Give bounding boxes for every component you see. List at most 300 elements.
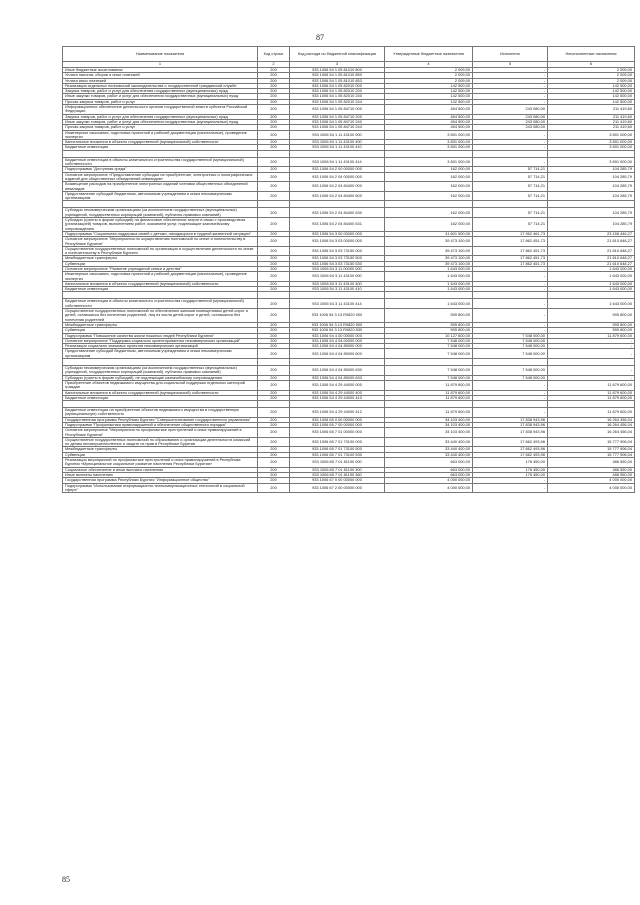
cell-line-code: 200 xyxy=(258,130,290,140)
cell-budget-code: 933 1006 54 2 04 84400 000 xyxy=(290,182,385,192)
cell-unexecuted: 3 801 000,00 xyxy=(548,140,635,145)
cell-approved: 3 801 000,00 xyxy=(385,140,473,145)
cell-name: Капитальные вложения в объекты государственной (муниципальной) собственности xyxy=(63,140,258,145)
cell-executed: - xyxy=(473,157,548,167)
cell-line-code: 200 xyxy=(258,423,290,428)
cell-executed: 243 080,00 xyxy=(473,114,548,119)
cell-unexecuted: 3 801 000,00 xyxy=(548,157,635,167)
cell-name: Субсидии (гранты в форме субсидий), не подлежащие казначейскому сопровождению xyxy=(63,375,258,380)
cell-executed: 7 548 000,00 xyxy=(473,338,548,343)
cell-executed: - xyxy=(473,130,548,140)
cell-name: Бюджетные инвестиции xyxy=(63,145,258,150)
cell-unexecuted: 1 643 000,00 xyxy=(548,272,635,282)
cell-budget-code: 933 1006 54 1 05 84710 244 xyxy=(290,125,385,130)
cell-unexecuted xyxy=(548,292,635,299)
table-row xyxy=(63,246,635,256)
cell-approved: 142 500,00 xyxy=(385,94,473,99)
cell-name: Бюджетные инвестиции в объекты капитального строительства государственной (муниципальной) собственности xyxy=(63,157,258,167)
cell-executed: - xyxy=(473,287,548,292)
cell-executed: - xyxy=(473,483,548,493)
cell-unexecuted xyxy=(548,401,635,408)
cell-executed: - xyxy=(473,266,548,271)
cell-executed xyxy=(473,359,548,366)
cell-approved: 663 000,00 xyxy=(385,458,473,468)
cell-line-code: 200 xyxy=(258,472,290,477)
cell-name: Основное мероприятие «Предоставление субсидии на приобретение, электронных и полиграфических изданий для общественных объединений инвалидов» xyxy=(63,172,258,182)
cell-approved: 34 103 400,00 xyxy=(385,428,473,438)
column-index: 4 xyxy=(385,62,473,68)
cell-line-code: 200 xyxy=(258,458,290,468)
cell-budget-code: 933 1006 65 7 00 00000 000 xyxy=(290,423,385,428)
cell-executed: 57 714,21 xyxy=(473,191,548,201)
cell-line-code: 200 xyxy=(258,417,290,422)
cell-budget-code: 933 1006 54 1 05 81010 850 xyxy=(290,73,385,78)
column-index: 3 xyxy=(290,62,385,68)
header-approved: Утвержденные бюджетные назначения xyxy=(385,47,473,62)
cell-approved xyxy=(385,359,473,366)
cell-approved: 1 643 000,00 xyxy=(385,272,473,282)
cell-unexecuted: 21 610 648,27 xyxy=(548,246,635,256)
cell-line-code: 200 xyxy=(258,218,290,232)
cell-approved: 39 473 100,00 xyxy=(385,237,473,247)
cell-line-code: 200 xyxy=(258,408,290,418)
cell-executed: - xyxy=(473,78,548,83)
cell-name: Осуществление государственных полномочий по обеспечению жилыми помещениями детей-сирот и детей, оставшихся без попечения родителей, лиц из числа детей-сирот и детей, оставшихся без попечения родителей xyxy=(63,309,258,323)
cell-budget-code: 933 1006 54 2 04 84400 630 xyxy=(290,208,385,218)
cell-executed: 7 548 000,00 xyxy=(473,375,548,380)
cell-executed: 7 548 000,00 xyxy=(473,344,548,349)
cell-line-code: 200 xyxy=(258,366,290,376)
table-row xyxy=(63,437,635,447)
table-row xyxy=(63,483,635,493)
table-row xyxy=(63,408,635,418)
table-row xyxy=(63,150,635,157)
cell-name: Капитальные вложения в объекты государственной (муниципальной) собственности xyxy=(63,390,258,395)
cell-budget-code: 933 1006 54 3 00 00000 000 xyxy=(290,231,385,236)
cell-budget-code: 933 1006 67 2 00 00000 000 xyxy=(290,483,385,493)
cell-unexecuted: 104 285,79 xyxy=(548,191,635,201)
cell-approved: 1 643 000,00 xyxy=(385,281,473,286)
cell-approved: 33 440 400,00 xyxy=(385,447,473,452)
cell-line-code: 200 xyxy=(258,437,290,447)
cell-line-code: 200 xyxy=(258,191,290,201)
cell-unexecuted: 211 419,60 xyxy=(548,105,635,115)
cell-line-code: 200 xyxy=(258,395,290,400)
cell-name: Реализация отдельных полномочий законодательства о государственной гражданской службе xyxy=(63,83,258,88)
cell-executed: 57 714,21 xyxy=(473,182,548,192)
cell-budget-code: 933 1006 54 1 05 82010 244 xyxy=(290,99,385,104)
cell-name: Информационное обеспечение деятельности органов государственной власти субъекта Российской Федерации xyxy=(63,105,258,115)
cell-approved: 41 601 500,00 xyxy=(385,231,473,236)
cell-approved: 39 473 100,00 xyxy=(385,261,473,266)
cell-approved: 454 500,00 xyxy=(385,114,473,119)
table-row xyxy=(63,401,635,408)
cell-line-code: 200 xyxy=(258,105,290,115)
cell-name: Возмещение расходов на приобретение электронных изданий членами общественных объединений инвалидов xyxy=(63,182,258,192)
cell-approved: 454 500,00 xyxy=(385,125,473,130)
cell-executed: - xyxy=(473,390,548,395)
cell-executed: - xyxy=(473,140,548,145)
cell-executed: - xyxy=(473,395,548,400)
cell-line-code: 200 xyxy=(258,333,290,338)
cell-name: Подпрограмма "Социальная поддержка семей с детьми, находящихся в трудной жизненной ситуации" xyxy=(63,231,258,236)
cell-approved: 595 800,00 xyxy=(385,328,473,333)
table-body xyxy=(63,68,635,493)
cell-approved: 11 879 600,00 xyxy=(385,390,473,395)
cell-name: Предоставление субсидий бюджетным, автономным учреждениям и иным некоммерческим организациям xyxy=(63,349,258,359)
cell-approved: 11 879 600,00 xyxy=(385,395,473,400)
cell-unexecuted: 3 801 000,00 xyxy=(548,130,635,140)
cell-budget-code: 933 1006 54 4 04 85000 633 xyxy=(290,375,385,380)
cell-name: Иные бюджетные ассигнования xyxy=(63,68,258,73)
cell-approved xyxy=(385,292,473,299)
cell-unexecuted: 3 801 000,00 xyxy=(548,145,635,150)
header-unexecuted: Неисполненные назначения xyxy=(548,47,635,62)
cell-line-code: 200 xyxy=(258,287,290,292)
cell-name: Бюджетные инвестиции xyxy=(63,287,258,292)
cell-approved: 142 500,00 xyxy=(385,83,473,88)
cell-approved: 39 473 100,00 xyxy=(385,246,473,256)
cell-budget-code: 933 1006 54 3 03 73150 500 xyxy=(290,256,385,261)
cell-unexecuted: 11 879 600,00 xyxy=(548,380,635,390)
page-number-top: 87 xyxy=(316,33,324,42)
cell-unexecuted: 1 643 000,00 xyxy=(548,287,635,292)
cell-approved: 4 000 000,00 xyxy=(385,483,473,493)
cell-unexecuted: 16 264 456,04 xyxy=(548,417,635,422)
cell-line-code: 200 xyxy=(258,78,290,83)
cell-line-code: 200 xyxy=(258,68,290,73)
cell-line-code: 200 xyxy=(258,256,290,261)
cell-name: Межбюджетные трансферты xyxy=(63,322,258,327)
cell-line-code: 200 xyxy=(258,125,290,130)
cell-budget-code: 933 1006 54 4 29 44000 410 xyxy=(290,395,385,400)
cell-line-code: 200 xyxy=(258,99,290,104)
cell-line-code: 200 xyxy=(258,338,290,343)
cell-unexecuted: 1 643 000,00 xyxy=(548,281,635,286)
cell-executed: 17 662 493,96 xyxy=(473,452,548,457)
cell-budget-code: 933 1006 54 1 05 84710 000 xyxy=(290,105,385,115)
cell-name: Государственная программа Республики Бурятия "Информационное общество" xyxy=(63,478,258,483)
cell-budget-code: 933 1006 54 2 04 84400 600 xyxy=(290,191,385,201)
cell-name: Закупка товаров, работ и услуг для обеспечения государственных (муниципальных) нужд xyxy=(63,114,258,119)
cell-budget-code: 933 1006 54 1 05 81010 800 xyxy=(290,68,385,73)
cell-budget-code: 933 1006 54 2 00 00000 000 xyxy=(290,167,385,172)
cell-executed: - xyxy=(473,309,548,323)
cell-budget-code: 933 1006 54 2 04 84400 631 xyxy=(290,218,385,232)
cell-line-code: 200 xyxy=(258,89,290,94)
cell-name: Межбюджетные трансферты xyxy=(63,447,258,452)
cell-budget-code: 933 1006 54 3 11 43100 410 xyxy=(290,287,385,292)
cell-budget-code: 933 1006 54 3 11 43100 400 xyxy=(290,281,385,286)
cell-name: Бюджетные инвестиции в объекты капитального строительства государственной (муниципальной) собственности xyxy=(63,299,258,309)
cell-approved: 7 548 000,00 xyxy=(385,375,473,380)
cell-executed: 17 662 493,96 xyxy=(473,437,548,447)
cell-line-code: 200 xyxy=(258,266,290,271)
cell-budget-code: 933 1006 54 3 11 00000 000 xyxy=(290,266,385,271)
cell-name: Бюджетные инвестиции на приобретение объектов недвижимого имущества в государственную (муниципальную) собственность xyxy=(63,408,258,418)
cell-unexecuted: 486 550,00 xyxy=(548,467,635,472)
cell-budget-code: 933 1006 54 3 13 R0820 530 xyxy=(290,328,385,333)
cell-line-code: 200 xyxy=(258,73,290,78)
cell-approved: 3 801 000,00 xyxy=(385,157,473,167)
cell-unexecuted: 11 879 600,00 xyxy=(548,408,635,418)
cell-line-code: 200 xyxy=(258,83,290,88)
cell-approved xyxy=(385,150,473,157)
cell-line-code: 200 xyxy=(258,94,290,99)
cell-approved: 11 879 600,00 xyxy=(385,380,473,390)
cell-budget-code: 933 1006 54 2 04 00000 000 xyxy=(290,172,385,182)
cell-name: Иные выплаты населению xyxy=(63,472,258,477)
cell-line-code: 200 xyxy=(258,328,290,333)
cell-line-code xyxy=(258,292,290,299)
header-name: Наименование показателя xyxy=(63,47,258,62)
cell-budget-code: 933 1006 54 3 03 00000 000 xyxy=(290,237,385,247)
column-index: 6 xyxy=(548,62,635,68)
cell-approved: 663 000,00 xyxy=(385,472,473,477)
cell-line-code: 200 xyxy=(258,157,290,167)
cell-line-code: 200 xyxy=(258,483,290,493)
table-row xyxy=(63,237,635,247)
column-index: 2 xyxy=(258,62,290,68)
cell-executed: - xyxy=(473,380,548,390)
cell-executed: - xyxy=(473,89,548,94)
cell-unexecuted xyxy=(548,359,635,366)
cell-name: Субвенции xyxy=(63,261,258,266)
cell-line-code: 200 xyxy=(258,390,290,395)
cell-approved: 33 440 400,00 xyxy=(385,452,473,457)
cell-approved: 162 000,00 xyxy=(385,167,473,172)
cell-approved: 595 800,00 xyxy=(385,322,473,327)
cell-executed: 17 862 451,73 xyxy=(473,261,548,266)
cell-budget-code: 933 1006 65 7 01 73100 500 xyxy=(290,447,385,452)
cell-approved: 7 548 000,00 xyxy=(385,338,473,343)
table-row xyxy=(63,428,635,438)
cell-unexecuted: 4 000 000,00 xyxy=(548,483,635,493)
budget-execution-table xyxy=(62,46,635,493)
table-row xyxy=(63,292,635,299)
cell-approved: 162 000,00 xyxy=(385,218,473,232)
header-executed: Исполнено xyxy=(473,47,548,62)
cell-budget-code: 933 1006 65 7 01 73100 530 xyxy=(290,452,385,457)
cell-name: Основное мероприятие "Развитие учреждений семьи и детства" xyxy=(63,266,258,271)
cell-budget-code: 933 1006 54 1 05 81010 853 xyxy=(290,78,385,83)
cell-unexecuted: 21 610 648,27 xyxy=(548,256,635,261)
cell-unexecuted: 211 419,60 xyxy=(548,125,635,130)
cell-line-code: 200 xyxy=(258,246,290,256)
cell-budget-code: 933 1006 54 1 11 43100 000 xyxy=(290,130,385,140)
table-row xyxy=(63,366,635,376)
cell-approved: 2 009,00 xyxy=(385,68,473,73)
cell-name: Подпрограмма "Использование информационно-телекоммуникационных технологий в социальной сфере" xyxy=(63,483,258,493)
cell-budget-code: 933 1006 54 3 13 R0820 000 xyxy=(290,309,385,323)
table-row xyxy=(63,299,635,309)
cell-unexecuted: 15 777 906,04 xyxy=(548,452,635,457)
cell-unexecuted: 211 419,60 xyxy=(548,119,635,124)
cell-unexecuted: - xyxy=(548,344,635,349)
cell-executed xyxy=(473,150,548,157)
cell-name: Уплата налогов, сборов и иных платежей xyxy=(63,73,258,78)
cell-unexecuted: 104 285,79 xyxy=(548,172,635,182)
cell-budget-code: 933 1006 54 1 05 82010 000 xyxy=(290,83,385,88)
cell-budget-code: 933 1006 54 1 11 43100 410 xyxy=(290,145,385,150)
cell-budget-code: 933 1006 65 7 01 81190 300 xyxy=(290,467,385,472)
cell-executed: - xyxy=(473,322,548,327)
cell-executed: 17 962 461,73 xyxy=(473,231,548,236)
cell-unexecuted: 142 500,00 xyxy=(548,99,635,104)
cell-budget-code xyxy=(290,401,385,408)
cell-executed: - xyxy=(473,145,548,150)
cell-budget-code: 933 1006 54 4 04 00000 000 xyxy=(290,338,385,343)
cell-budget-code xyxy=(290,359,385,366)
cell-line-code: 200 xyxy=(258,237,290,247)
table-row xyxy=(63,218,635,232)
cell-name: Предоставление субсидий бюджетным, автономным учреждениям и иным некоммерческим организациям xyxy=(63,191,258,201)
cell-line-code: 200 xyxy=(258,452,290,457)
cell-unexecuted: - xyxy=(548,349,635,359)
cell-approved: 162 000,00 xyxy=(385,182,473,192)
cell-unexecuted: 15 777 906,04 xyxy=(548,447,635,452)
cell-approved: 1 643 000,00 xyxy=(385,266,473,271)
cell-executed: 17 838 943,96 xyxy=(473,417,548,422)
cell-unexecuted: 486 550,00 xyxy=(548,472,635,477)
cell-budget-code: 933 1006 54 4 04 85000 630 xyxy=(290,366,385,376)
cell-budget-code: 933 1006 54 4 04 85000 000 xyxy=(290,344,385,349)
cell-line-code: 200 xyxy=(258,375,290,380)
cell-name: Субсидии некоммерческим организациям (за исключением государственных (муниципальных) учреждений, государственных корпораций (компаний), публично-правовых компаний) xyxy=(63,366,258,376)
cell-executed: 17 662 493,96 xyxy=(473,447,548,452)
cell-name: Иные закупки товаров, работ и услуг для обеспечения государственных (муниципальных) нужд xyxy=(63,119,258,124)
cell-name: Субвенции xyxy=(63,452,258,457)
cell-unexecuted: 2 009,00 xyxy=(548,68,635,73)
cell-line-code: 200 xyxy=(258,478,290,483)
cell-executed: 176 450,00 xyxy=(473,472,548,477)
cell-budget-code: 933 1006 54 3 11 43100 000 xyxy=(290,272,385,282)
cell-name: Субвенции xyxy=(63,328,258,333)
cell-unexecuted: 16 264 456,04 xyxy=(548,428,635,438)
cell-line-code: 200 xyxy=(258,140,290,145)
cell-name: Иные закупки товаров, работ и услуг для обеспечения государственных (муниципальных) нужд xyxy=(63,94,258,99)
cell-budget-code: 933 1006 54 4 29 44000 412 xyxy=(290,408,385,418)
cell-name xyxy=(63,150,258,157)
cell-line-code xyxy=(258,359,290,366)
cell-executed: 17 862 451,73 xyxy=(473,237,548,247)
cell-name: Прочая закупка товаров, работ и услуг xyxy=(63,125,258,130)
cell-unexecuted xyxy=(548,201,635,208)
cell-approved: 162 000,00 xyxy=(385,191,473,201)
cell-budget-code: 933 1006 65 7 01 81190 360 xyxy=(290,472,385,477)
cell-budget-code: 933 1006 54 3 11 43100 414 xyxy=(290,299,385,309)
cell-name: Осуществление государственных полномочий по организации и осуществлению деятельности по опеке и попечительству в Республике Бурятия xyxy=(63,246,258,256)
cell-name: Основное мероприятие "Поддержка социально ориентированных некоммерческих организаций" xyxy=(63,338,258,343)
table-row xyxy=(63,201,635,208)
cell-unexecuted: - xyxy=(548,338,635,343)
cell-approved: 162 000,00 xyxy=(385,208,473,218)
cell-executed: 243 080,00 xyxy=(473,119,548,124)
cell-name: Инженерные изыскания, подготовка проектной и рабочей документации (капитальные), проведение экспертиз xyxy=(63,272,258,282)
cell-executed xyxy=(473,292,548,299)
cell-line-code: 200 xyxy=(258,467,290,472)
cell-name: Уплата иных платежей xyxy=(63,78,258,83)
cell-line-code: 200 xyxy=(258,380,290,390)
cell-unexecuted: 595 800,00 xyxy=(548,309,635,323)
cell-name xyxy=(63,359,258,366)
cell-unexecuted: 595 800,00 xyxy=(548,328,635,333)
cell-executed: 57 714,21 xyxy=(473,218,548,232)
cell-name: Реализация мероприятий по профилактике преступлений и иных правонарушений в Республике Бурятия «Муниципальное социальное развитие населения Республики Бурятия» xyxy=(63,458,258,468)
cell-unexecuted: 15 777 906,04 xyxy=(548,437,635,447)
cell-approved: 7 548 000,00 xyxy=(385,349,473,359)
cell-approved: 142 500,00 xyxy=(385,89,473,94)
cell-approved: 2 009,00 xyxy=(385,73,473,78)
table-row xyxy=(63,272,635,282)
cell-executed: - xyxy=(473,272,548,282)
cell-executed: 17 838 943,96 xyxy=(473,423,548,428)
cell-line-code: 200 xyxy=(258,114,290,119)
cell-approved: 1 643 000,00 xyxy=(385,287,473,292)
cell-line-code: 200 xyxy=(258,231,290,236)
header-line-code: Код строки xyxy=(258,47,290,62)
cell-budget-code: 933 1006 54 1 05 84710 200 xyxy=(290,114,385,119)
cell-approved: 2 009,00 xyxy=(385,78,473,83)
table-row xyxy=(63,380,635,390)
cell-unexecuted: - xyxy=(548,375,635,380)
cell-budget-code xyxy=(290,292,385,299)
cell-line-code: 200 xyxy=(258,349,290,359)
cell-unexecuted: 211 419,60 xyxy=(548,114,635,119)
table-row xyxy=(63,208,635,218)
cell-unexecuted: 2 009,00 xyxy=(548,78,635,83)
cell-unexecuted: 486 550,00 xyxy=(548,458,635,468)
cell-name xyxy=(63,201,258,208)
cell-name: Межбюджетные трансферты xyxy=(63,256,258,261)
cell-budget-code: 933 1006 54 4 00 00000 000 xyxy=(290,333,385,338)
page-number-bottom: 85 xyxy=(62,875,70,884)
cell-unexecuted: 1 643 000,00 xyxy=(548,299,635,309)
cell-line-code: 200 xyxy=(258,344,290,349)
cell-executed: 17 838 943,96 xyxy=(473,428,548,438)
cell-unexecuted: 104 285,79 xyxy=(548,182,635,192)
cell-unexecuted: 142 500,00 xyxy=(548,94,635,99)
cell-executed: - xyxy=(473,299,548,309)
cell-executed: 7 548 000,00 xyxy=(473,366,548,376)
cell-name: Государственная программа Республики Бурятия "Совершенствование государственного управления" xyxy=(63,417,258,422)
cell-unexecuted: 4 000 000,00 xyxy=(548,478,635,483)
cell-name: Основное мероприятие "Мероприятия по профилактике преступлений и иных правонарушений в Республике Бурятия" xyxy=(63,428,258,438)
cell-approved: 454 500,00 xyxy=(385,119,473,124)
cell-line-code: 200 xyxy=(258,182,290,192)
table-row xyxy=(63,130,635,140)
cell-budget-code: 933 1006 54 1 05 82010 200 xyxy=(290,89,385,94)
table-row xyxy=(63,182,635,192)
cell-executed: 176 450,00 xyxy=(473,467,548,472)
cell-approved: 3 801 000,00 xyxy=(385,130,473,140)
cell-line-code: 200 xyxy=(258,322,290,327)
cell-executed xyxy=(473,201,548,208)
cell-budget-code: 933 1006 54 3 03 73150 530 xyxy=(290,261,385,266)
table-row xyxy=(63,349,635,359)
cell-name: Прочая закупка товаров, работ и услуг xyxy=(63,99,258,104)
cell-budget-code: 933 1006 54 1 11 43100 414 xyxy=(290,157,385,167)
cell-name xyxy=(63,292,258,299)
cell-executed: 243 080,00 xyxy=(473,125,548,130)
cell-executed: 57 714,21 xyxy=(473,172,548,182)
cell-unexecuted: 595 800,00 xyxy=(548,322,635,327)
cell-budget-code: 933 1006 54 3 13 R0820 500 xyxy=(290,322,385,327)
cell-name: Субсидии (гранты в форме субсидий) на финансовое обеспечение затрат в связи с производством (реализацией) товаров, выполнением работ, оказанием услуг, подлежащие казначейскому сопровождению xyxy=(63,218,258,232)
cell-executed: 17 862 451,73 xyxy=(473,246,548,256)
cell-name: Реализация социально значимых проектов некоммерческих организаций xyxy=(63,344,258,349)
table-row xyxy=(63,309,635,323)
